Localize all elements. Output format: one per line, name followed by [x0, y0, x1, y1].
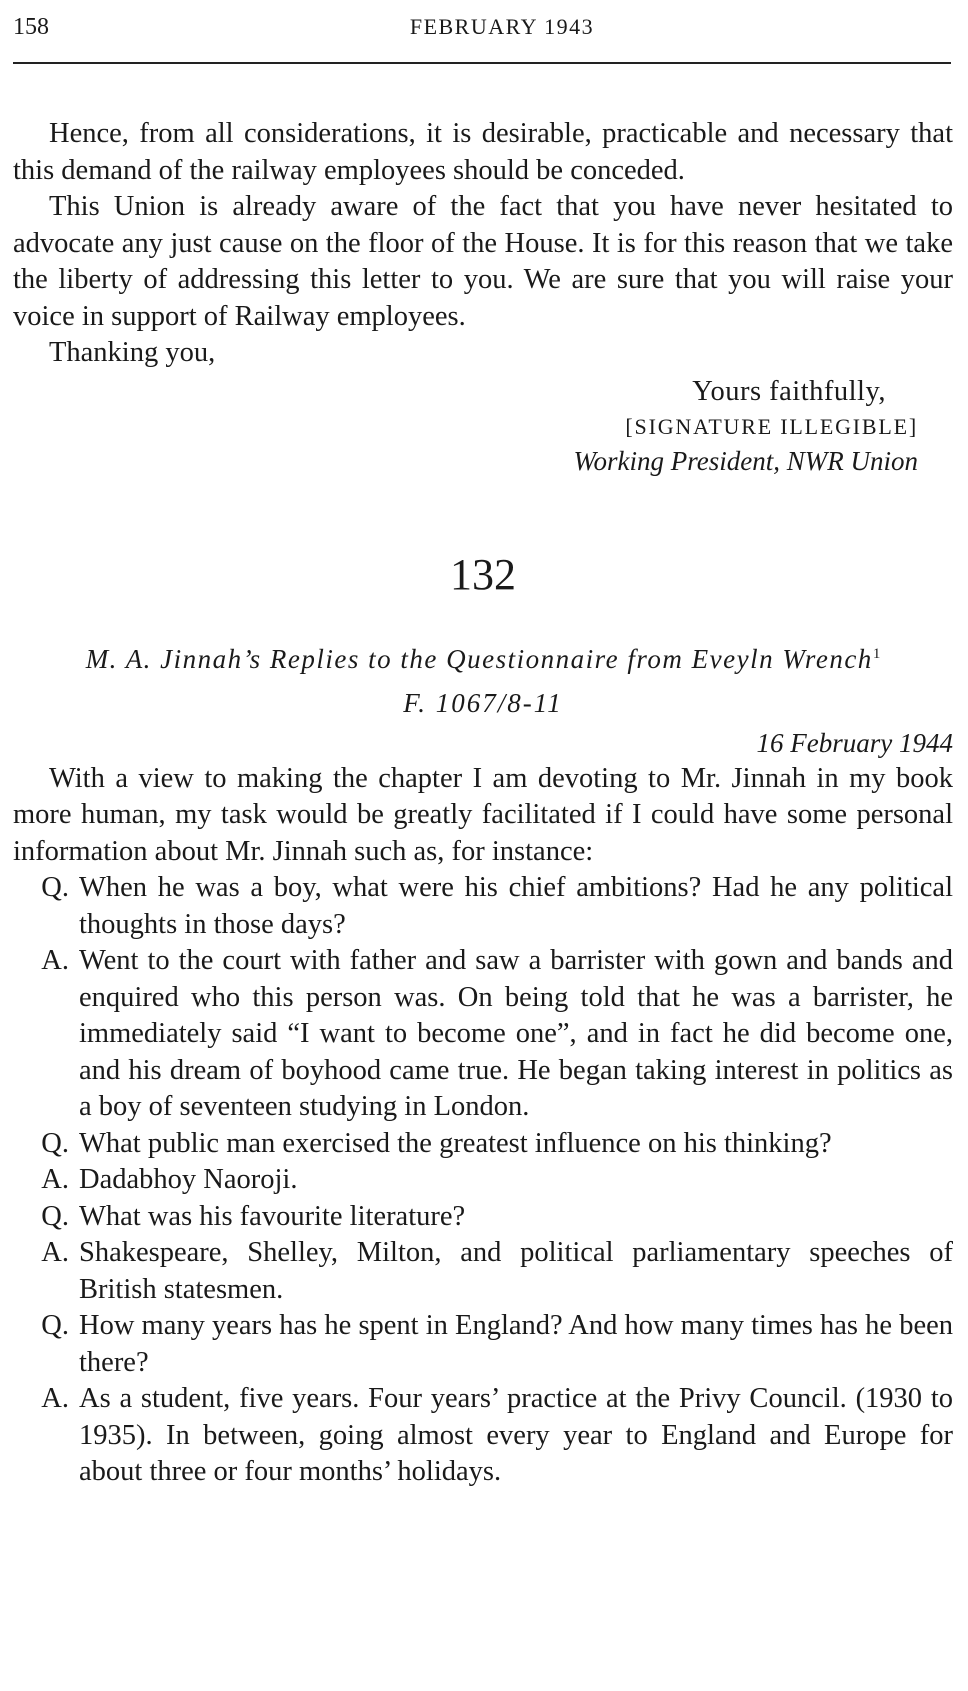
letter-body [13, 116, 953, 372]
document-number: 132 [450, 549, 516, 599]
qa-label: A. [41, 1237, 69, 1268]
qa-text: What public man exercised the greatest influence on his thinking? [79, 1127, 832, 1159]
qa-text: How many years has he spent in England? And how many times has he been there? [79, 1310, 953, 1378]
qa-label: A. [41, 1164, 69, 1195]
answer-item [13, 1381, 953, 1491]
qa-text: Shakespeare, Shelley, Milton, and political parliamentary speeches of British statesmen. [79, 1237, 953, 1305]
document-reference: F. 1067/8-11 [403, 687, 563, 718]
valediction: Yours faithfully, [692, 375, 886, 407]
letter-paragraph: Hence, from all considerations, it is desirable, practicable and necessary that this demand of the railway employees should be conceded. [13, 118, 953, 186]
qa-label: Q. [41, 872, 69, 903]
question-item [13, 1308, 953, 1381]
qa-text: Went to the court with father and saw a barrister with gown and bands and enquired who this person was. On being told that he was a barrister, he immediately said “I want to become one”, and in fact he did become one, and his dream of boyhood came true. He began taking interest in politics as a boy of seventeen studying in London. [79, 945, 953, 1122]
document-date: 16 February 1944 [756, 727, 953, 758]
qa-text: Dadabhoy Naoroji. [79, 1164, 298, 1195]
qa-text: As a student, five years. Four years’ practice at the Privy Council. (1930 to 1935). In between, going almost every year to England and Europe for about three or four months’ holidays. [79, 1383, 953, 1487]
footnote-mark: 1 [872, 645, 881, 662]
question-item [13, 1199, 953, 1236]
qa-label: Q. [41, 1127, 69, 1159]
question-item [13, 870, 953, 943]
qa-text: When he was a boy, what were his chief ambitions? Had he any political thoughts in those days? [79, 872, 953, 940]
document-title-text: M. A. Jinnah’s Replies to the Questionnaire from Eveyln Wrench [85, 643, 873, 674]
signatory-designation: Working President, NWR Union [573, 445, 918, 476]
running-title: FEBRUARY 1943 [409, 14, 595, 39]
question-item [13, 1126, 953, 1163]
qa-label: Q. [41, 1200, 69, 1232]
qa-text: What was his favourite literature? [79, 1200, 466, 1232]
qa-label: A. [41, 945, 69, 976]
letter-paragraph: This Union is already aware of the fact that you have never hesitated to advocate any just cause on the floor of the House. It is for this reason that we take the liberty of addressing this letter to you. We are sure that you will raise your voice in support of Railway employees. [13, 191, 953, 332]
thanks-line: Thanking you, [49, 337, 216, 368]
document-title [13, 638, 953, 675]
questionnaire-body [13, 761, 953, 1491]
intro-paragraph: With a view to making the chapter I am devoting to Mr. Jinnah in my book more human, my task would be greatly facilitated if I could have some personal information about Mr. Jinnah such as, for instance: [13, 762, 953, 867]
book-page [13, 0, 953, 1491]
qa-label: A. [41, 1383, 69, 1414]
answer-item [13, 1162, 953, 1199]
answer-item [13, 943, 953, 1126]
page-number: 158 [13, 14, 49, 40]
running-head [13, 0, 951, 64]
answer-item [13, 1235, 953, 1308]
qa-label: Q. [41, 1310, 69, 1341]
letter-closing [13, 374, 953, 478]
signature-note: [SIGNATURE ILLEGIBLE] [625, 413, 918, 439]
